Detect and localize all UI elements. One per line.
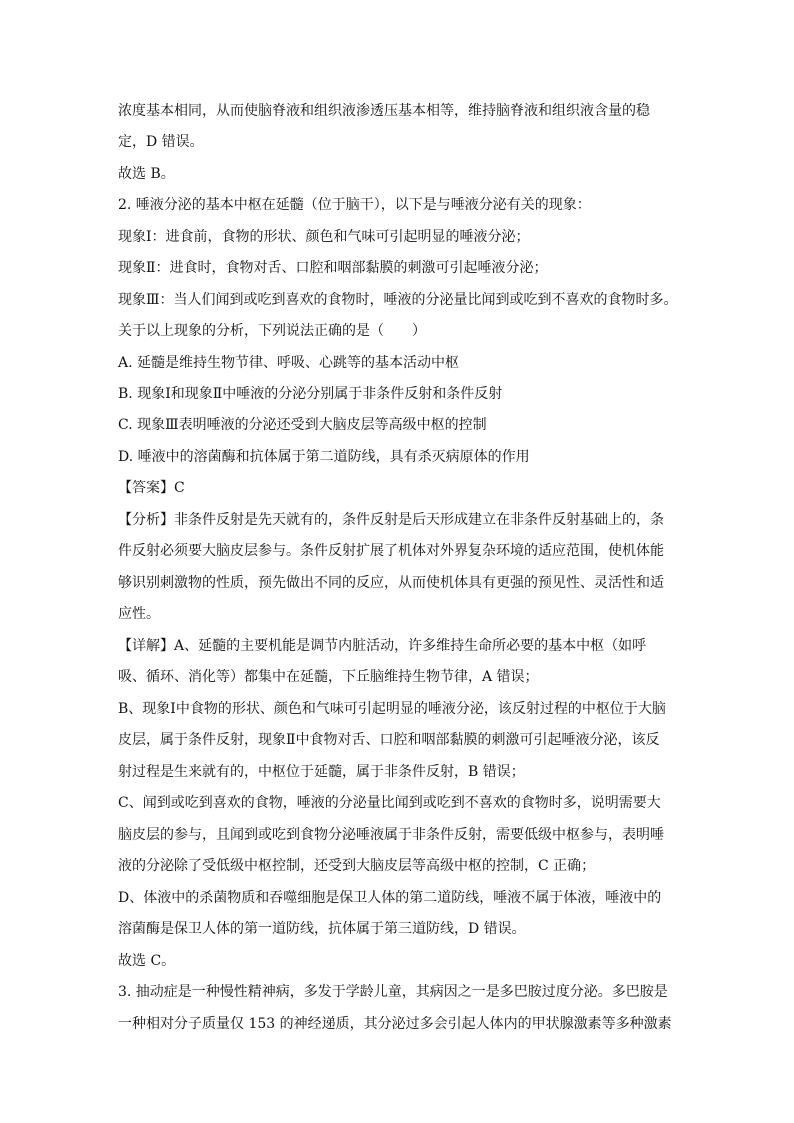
- text-line: 浓度基本相同，从而使脑脊液和组织液渗透压基本相等，维持脑脊液和组织液含量的稳: [118, 103, 650, 119]
- text-line: 皮层，属于条件反射，现象Ⅱ中食物对舌、口腔和咽部黏膜的刺激可引起唾液分泌，该反: [118, 732, 660, 748]
- text-line: 定，D 错误。: [118, 134, 204, 150]
- detail-line: 【详解】A、延髓的主要机能是调节内脏活动，许多维持生命所必要的基本中枢（如呼: [118, 638, 647, 654]
- text-line: 现象Ⅰ：进食前，食物的形状、颜色和气味可引起明显的唾液分泌；: [118, 229, 530, 245]
- option-c: C. 现象Ⅲ表明唾液的分泌还受到大脑皮层等高级中枢的控制: [118, 417, 487, 433]
- question-stem: 3. 抽动症是一种慢性精神病，多发于学龄儿童，其病因之一是多巴胺过度分泌。多巴胺是: [118, 984, 668, 1000]
- text-line: 够识别刺激物的性质，预先做出不同的反应，从而使机体具有更强的预见性、灵活性和适: [118, 575, 664, 591]
- text-line: 脑皮层的参与，且闻到或吃到食物分泌唾液属于非条件反射，需要低级中枢参与，表明唾: [118, 827, 664, 843]
- text-line: 吸、循环、消化等）都集中在延髓，下丘脑维持生物节律，A 错误；: [118, 669, 539, 685]
- option-b: B. 现象Ⅰ和现象Ⅱ中唾液的分泌分别属于非条件反射和条件反射: [118, 386, 503, 402]
- text-line: D、体液中的杀菌物质和吞噬细胞是保卫人体的第二道防线，唾液不属于体液，唾液中的: [118, 890, 662, 906]
- text-line: C、闻到或吃到喜欢的食物，唾液的分泌量比闻到或吃到不喜欢的食物时多，说明需要大: [118, 795, 661, 811]
- question-stem: 2. 唾液分泌的基本中枢在延髓（位于脑干），以下是与唾液分泌有关的现象：: [118, 197, 591, 213]
- text-line: 射过程是生来就有的，中枢位于延髓，属于非条件反射，B 错误；: [118, 764, 525, 780]
- text-line: 关于以上现象的分析，下列说法正确的是（ ）: [118, 323, 426, 339]
- text-line: 应性。: [118, 606, 160, 622]
- text-line: 溶菌酶是保卫人体的第一道防线，抗体属于第三道防线，D 错误。: [118, 921, 526, 937]
- analysis-line: 【分析】非条件反射是先天就有的，条件反射是后天形成建立在非条件反射基础上的，条: [118, 512, 664, 528]
- option-d: D. 唾液中的溶菌酶和抗体属于第二道防线，具有杀灭病原体的作用: [118, 449, 530, 465]
- text-line: 一种相对分子质量仅 153 的神经递质，其分泌过多会引起人体内的甲状腺激素等多种激素: [118, 1016, 672, 1032]
- text-line: B、现象Ⅰ中食物的形状、颜色和气味可引起明显的唾液分泌，该反射过程的中枢位于大脑: [118, 701, 666, 717]
- option-a: A. 延髓是维持生物节律、呼吸、心跳等的基本活动中枢: [118, 355, 460, 371]
- text-line: 故选 B。: [118, 166, 175, 182]
- text-line: 故选 C。: [118, 953, 176, 969]
- text-line: 现象Ⅱ：进食时，食物对舌、口腔和咽部黏膜的刺激可引起唾液分泌；: [118, 260, 548, 276]
- answer-line: 【答案】C: [118, 480, 185, 496]
- text-line: 件反射必须要大脑皮层参与。条件反射扩展了机体对外界复杂环境的适应范围，使机体能: [118, 543, 664, 559]
- text-line: 现象Ⅲ：当人们闻到或吃到喜欢的食物时，唾液的分泌量比闻到或吃到不喜欢的食物时多。: [118, 292, 678, 308]
- text-line: 液的分泌除了受低级中枢控制，还受到大脑皮层等高级中枢的控制，C 正确；: [118, 858, 596, 874]
